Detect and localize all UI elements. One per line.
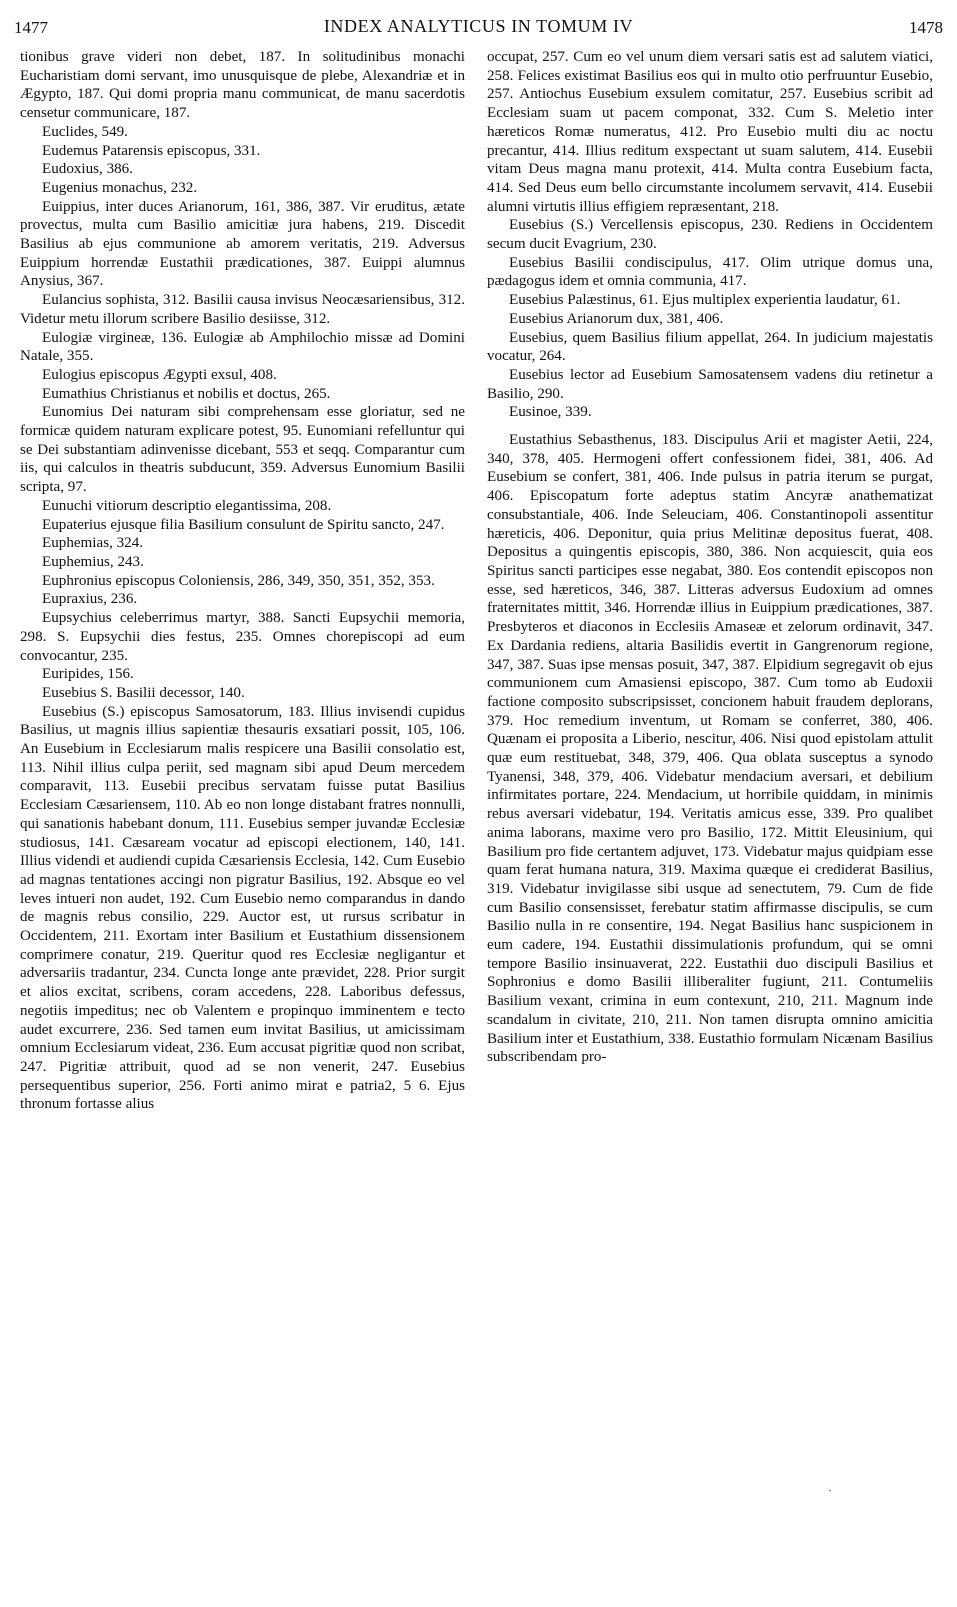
index-entry: Eunuchi vitiorum descriptio elegantissima, 208. bbox=[42, 497, 332, 514]
index-entry: Euphemias, 324. bbox=[42, 535, 144, 552]
left-column bbox=[20, 48, 465, 1114]
index-entry: Eupsychius celeberrimus martyr, 388. Sancti Eupsychii memoria, 298. S. Eupsychii dies festus, 235. Omnes chorepiscopi ad eum convocantur, 235. bbox=[20, 610, 465, 664]
index-entry: Eusinoe, 339. bbox=[509, 404, 592, 421]
index-entry: Eusebius, quem Basilius filium appellat, 264. In judicium majestatis vocatur, 264. bbox=[487, 329, 933, 365]
index-entry: Eusebius Palæstinus, 61. Ejus multiplex experientia laudatur, 61. bbox=[509, 292, 901, 309]
index-entry: Eulogius episcopus Ægypti exsul, 408. bbox=[42, 366, 277, 383]
index-entry: Euippius, inter duces Arianorum, 161, 386, 387. Vir eruditus, ætate provectus, multa cum Basilio amicitiæ jura habens, 219. Discedit Basilius ab ejus communione ab amorem veritatis, 219. Adversus Euippium horrendæ Eustathii prædicationes, 387. Euippi alumnus Anysius, 367. bbox=[20, 198, 465, 290]
index-entry: Eulogiæ virgineæ, 136. Eulogiæ ab Amphilochio missæ ad Domini Natale, 355. bbox=[20, 329, 465, 365]
index-entry: Eusebius Arianorum dux, 381, 406. bbox=[509, 310, 724, 327]
running-title: INDEX ANALYTICUS IN TOMUM IV bbox=[323, 16, 634, 36]
index-entry: Eugenius monachus, 232. bbox=[42, 179, 198, 196]
index-entry: Euphronius episcopus Coloniensis, 286, 349, 350, 351, 352, 353. bbox=[42, 572, 435, 589]
left-page-number: 1477 bbox=[14, 18, 48, 37]
index-entry: Eustathius Sebasthenus, 183. Discipulus Arii et magister Aetii, 224, 340, 378, 405. Hermogeni offert confessionem fidei, 381, 406. Ad Eusebium se confert, 381, 406. Inde pulsus in patria iterum se purgat, 406. Episcopatum forte adeptus statim Ancyræ anathematizat consubstantiale, 406. Inde Seleuciam, 406. Constantinopoli assentitur hæreticis, 406. Deponitur, quia prius Melitinæ depositus fuerat, 408. Depositus a quingentis episcopis, 380, 386. Non acquiescit, quia eos Spiritus sancti participes esse negabat, 380. Eos contendit episcopos non esse, sed hæreticos, 346, 387. Litteras adversus Eudoxium ad omnes fraternitates mittit, 346. Horrendæ illius in Euippium prædicationes, 387. Presbyteros et diaconos in Ecclesiis Amaseæ et zelorum ordinavit, 347. Ex Dardania rediens, altaria Basilidis evertit in Gangrenorum regione, 347, 387. Suas ipse mensas posuit, 347, 387. Elpidium segregavit ob ejus communionem cum Amasiensi episcopo, 387. Cum tomo ab Eudoxii factione composito subscripsisset, concionem habuit fraudem deplorans, 379. Hoc remedium inventum, ut Romam se conferret, 380, 406. Quænam ei proposita a Liberio, nescitur, 406. Nisi quod epistolam attulit quæ eum restituebat, 348, 379, 406. Qua oblata susceptus a synodo Tyanensi, 348, 379, 406. Videbatur mendacium aversari, et debilium infirmitates portare, 224. Mendacium, ut horribile quiddam, in minimis rebus aversari videbatur, 194. Veritatis amicus esse, 339. Pro qualibet anima laborans, maxime vero pro Basilio, 172. Mittit Eleusinium, qui Basilium pro fide certantem adjuvet, 173. Videbatur majus quidpiam esse quam ferat humana natura, 319. Maxima quæque ei crediderat Basilius, 319. Videbatur invigilasse sibi usque ad senectutem, 79. Cum de fide cum Basilio consensisset, ferebatur statim affirmasse discipulis, se cum Basilio nulla in re consentire, 194. Negat Basilius hanc suspicionem in eum cadere, 194. Eustathii dissimulationis profundum, qui se omni tempore Basilio insinuaverat, 222. Eustathii duo discipuli Basilius et Sophronius e domo Basilii illiberaliter fugiunt, 211. Contumeliis Basilium vexant, crimina in eum contexunt, 210, 211. Magnum inde scandalum in civitate, 210, 211. Non tamen disrupta omnino amicitia Basilium inter et Eustathium, 338. Eustathio formulam Nicænam Basilius subscribendam pro- bbox=[487, 432, 933, 1066]
index-entry: Eusebius lector ad Eusebium Samosatensem vadens diu retinetur a Basilio, 290. bbox=[487, 366, 933, 402]
page-header bbox=[14, 14, 943, 42]
index-entry: Euripides, 156. bbox=[42, 666, 134, 683]
stray-mark: ` bbox=[828, 1487, 832, 1501]
index-entry: Eulancius sophista, 312. Basilii causa invisus Neocæsariensibus, 312. Videtur metu illorum scribere Basilio desiisse, 312. bbox=[20, 292, 465, 327]
index-entry: Eusebius (S.) episcopus Samosatorum, 183. Illius invisendi cupidus Basilius, ut magnis illius sapientiæ thesauris exsatiari possit, 105, 106. An Eusebium in Ecclesiarum malis respicere una Basilii consolatio est, 113. Nihil illius culpa periit, sed magnam sibi apud Deum mercedem comparavit, 113. Eusebii precibus servatam fuisse putat Basilius Ecclesiam Cæsariensem, 110. Ab eo non longe distabant fratres nonnulli, qui sanationis habebant donum, 111. Eusebius semper juvandæ Ecclesiæ studiosus, 141. Cæsaream vocatur ad episcopi electionem, 140, 141. Illius videndi et audiendi cupida Cæsariensis Ecclesia, 142. Cum Eusebio ad magnas tentationes accingi non pigratur Basilius, 192. Absque eo vel leves intueri non audet, 192. Cum Eusebio nemo comparandus in dando de magnis rebus consilio, 229. Auctor est, ut rursus scribatur in Occidentem, 211. Exortam inter Basilium et Eustathium dissensionem comprimere conatur, 219. Queritur quod res Ecclesiæ negligantur et adversariis tradantur, 234. Cuncta longe ante prævidet, 228. Prior surgit et alios excitat, scribens, coram accedens, 228. Laboribus defessus, negotiis impeditus; nec ob Valentem e propinquo imminentem e tecto audet excurrere, 236. Sed tamen eum invitat Basilius, ut amicissimam omnium Ecclesiarum videat, 236. Eum accusat pigritiæ quod non scribat, 247. Pigritiæ attribuit, quod ad se non venerit, 247. Eusebius persequentibus superior, 256. Forti animo mirat e patria2, 5 6. Ejus thronum fortasse alius bbox=[20, 703, 465, 1113]
right-column bbox=[487, 48, 933, 1067]
index-entry: tionibus grave videri non debet, 187. In solitudinibus monachi Eucharistiam domi servant, imo unusquisque de plebe, Alexandriæ et in Ægypto, 187. Qui domi propria manu communicat, de manu sacerdotis censetur communicare, 187. bbox=[20, 49, 465, 122]
index-entry: Eusebius S. Basilii decessor, 140. bbox=[42, 684, 245, 701]
index-entry: occupat, 257. Cum eo vel unum diem versari satis est ad salutem viatici, 258. Felices existimat Basilius eos qui in multo otio perfruuntur Eusebio, 257. Antiochus Eusebium exsulem comitatur, 257. Eusebius scribit ad Ecclesiam suam ut pacem componat, 332. Cum S. Meletio inter hæreticos Romæ numeratus, 412. Pro Eusebio multi diu ac noctu precantur, 414. Illius reditum exspectant ut suam salutem, 414. Eusebii vitam Deus magna manu protexit, 414. Multa contra Eusebium facta, 414. Sed Deus eum bello circumstante incolumem servavit, 414. Eusebii alumni virtutis illius effigiem repræsentant, 218. bbox=[487, 49, 933, 215]
index-entry: Eusebius (S.) Vercellensis episcopus, 230. Rediens in Occidentem secum ducit Evagrium, 230. bbox=[487, 217, 933, 253]
right-page-number: 1478 bbox=[909, 18, 943, 37]
index-entry: Euphemius, 243. bbox=[42, 553, 144, 570]
index-entry: Eupaterius ejusque filia Basilium consulunt de Spiritu sancto, 247. bbox=[42, 516, 445, 533]
index-entry: Eudoxius, 386. bbox=[42, 161, 133, 178]
index-entry: Eudemus Patarensis episcopus, 331. bbox=[42, 142, 261, 159]
index-entry: Eusebius Basilii condiscipulus, 417. Olim utrique domus una, pædagogus idem et omnia communia, 417. bbox=[487, 254, 933, 290]
index-entry: Eunomius Dei naturam sibi comprehensam esse gloriatur, sed ne formicæ quidem naturam explicare potest, 95. Eunomiani refelluntur qui se Dei substantiam adinvenisse dicebant, 553 et seqq. Comparantur cum iis, qui calculos in theatris subducunt, 359. Adversus Eunomium Basilii scripta, 97. bbox=[20, 404, 465, 496]
index-entry: Euclides, 549. bbox=[42, 123, 128, 140]
index-entry: Eupraxius, 236. bbox=[42, 591, 138, 608]
index-entry: Eumathius Christianus et nobilis et doctus, 265. bbox=[42, 385, 331, 402]
